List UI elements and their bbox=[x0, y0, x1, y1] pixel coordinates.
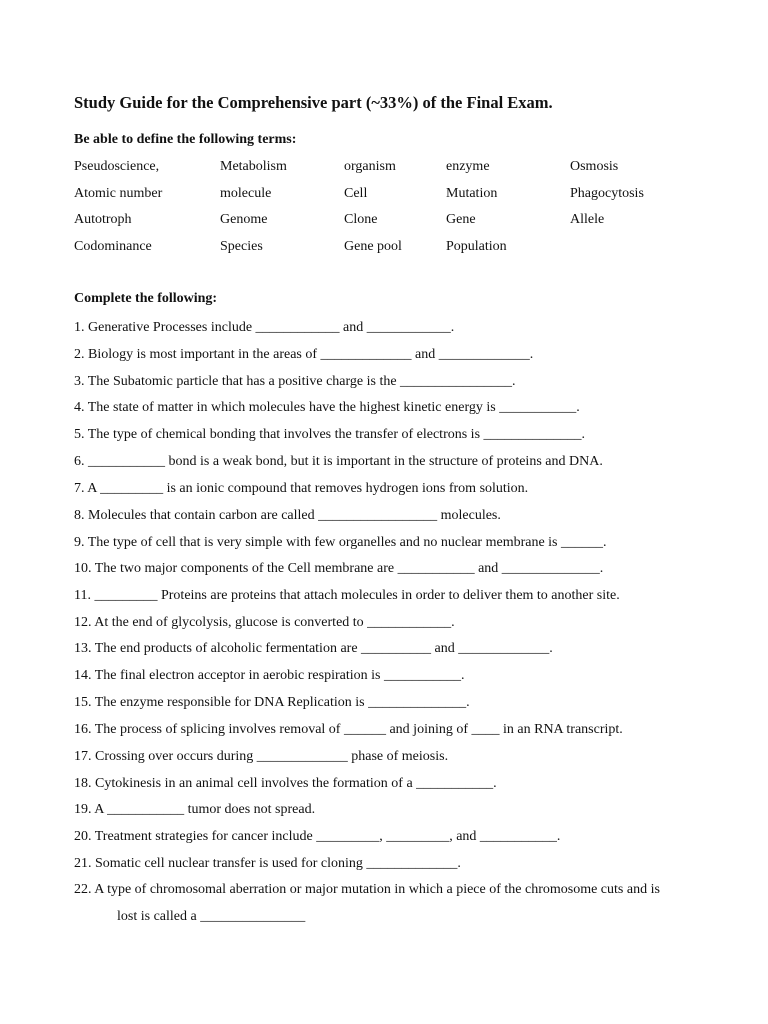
question-14: 14. The final electron acceptor in aerobic respiration is ___________. bbox=[74, 668, 465, 683]
question-16: 16. The process of splicing involves removal of ______ and joining of ____ in an RNA transcript. bbox=[74, 722, 623, 737]
question-22-continuation: lost is called a _______________ bbox=[117, 909, 306, 924]
term: Population bbox=[446, 239, 507, 255]
question-1: 1. Generative Processes include ____________ and ____________. bbox=[74, 320, 455, 335]
term: Genome bbox=[220, 212, 268, 228]
term: Clone bbox=[344, 212, 378, 228]
term: Autotroph bbox=[74, 212, 132, 228]
question-22: 22. A type of chromosomal aberration or major mutation in which a piece of the chromosome cuts and is bbox=[74, 882, 660, 897]
term: Cell bbox=[344, 185, 368, 201]
question-10: 10. The two major components of the Cell membrane are ___________ and ______________. bbox=[74, 561, 604, 576]
term: organism bbox=[344, 159, 396, 174]
question-11: 11. _________ Proteins are proteins that attach molecules in order to deliver them to another site. bbox=[74, 588, 620, 603]
term: Gene bbox=[446, 212, 476, 228]
question-7: 7. A _________ is an ionic compound that removes hydrogen ions from solution. bbox=[74, 481, 529, 496]
term: Allele bbox=[570, 212, 605, 228]
question-17: 17. Crossing over occurs during _____________ phase of meiosis. bbox=[74, 749, 449, 764]
question-12: 12. At the end of glycolysis, glucose is converted to ____________. bbox=[74, 615, 455, 630]
page-title: Study Guide for the Comprehensive part (~33%) of the Final Exam. bbox=[74, 93, 553, 112]
term: enzyme bbox=[446, 159, 490, 174]
question-2: 2. Biology is most important in the areas of _____________ and _____________. bbox=[74, 347, 534, 362]
complete-heading: Complete the following: bbox=[74, 291, 218, 306]
question-4: 4. The state of matter in which molecules have the highest kinetic energy is ___________. bbox=[74, 400, 580, 415]
term: Osmosis bbox=[570, 159, 619, 174]
question-21: 21. Somatic cell nuclear transfer is used for cloning _____________. bbox=[74, 856, 461, 871]
term: Species bbox=[220, 239, 263, 255]
question-15: 15. The enzyme responsible for DNA Replication is ______________. bbox=[74, 695, 470, 710]
term: Mutation bbox=[446, 185, 498, 201]
terms-heading: Be able to define the following terms: bbox=[74, 132, 297, 147]
question-6: 6. ___________ bond is a weak bond, but it is important in the structure of proteins and DNA. bbox=[74, 454, 603, 469]
question-20: 20. Treatment strategies for cancer include _________, _________, and ___________. bbox=[74, 829, 561, 844]
term: Atomic number bbox=[74, 185, 163, 201]
question-3: 3. The Subatomic particle that has a positive charge is the ________________. bbox=[74, 374, 516, 389]
question-9: 9. The type of cell that is very simple with few organelles and no nuclear membrane is ______. bbox=[74, 535, 607, 550]
term: Metabolism bbox=[220, 159, 287, 174]
question-8: 8. Molecules that contain carbon are called _________________ molecules. bbox=[74, 508, 501, 523]
term: Phagocytosis bbox=[570, 185, 644, 201]
question-19: 19. A ___________ tumor does not spread. bbox=[74, 802, 316, 817]
term: Gene pool bbox=[344, 239, 402, 255]
term: Codominance bbox=[74, 239, 152, 255]
term: molecule bbox=[220, 185, 272, 201]
term: Pseudoscience, bbox=[74, 159, 160, 174]
question-5: 5. The type of chemical bonding that involves the transfer of electrons is ______________. bbox=[74, 427, 586, 442]
question-13: 13. The end products of alcoholic fermentation are __________ and _____________. bbox=[74, 641, 553, 656]
question-18: 18. Cytokinesis in an animal cell involves the formation of a ___________. bbox=[74, 776, 497, 791]
